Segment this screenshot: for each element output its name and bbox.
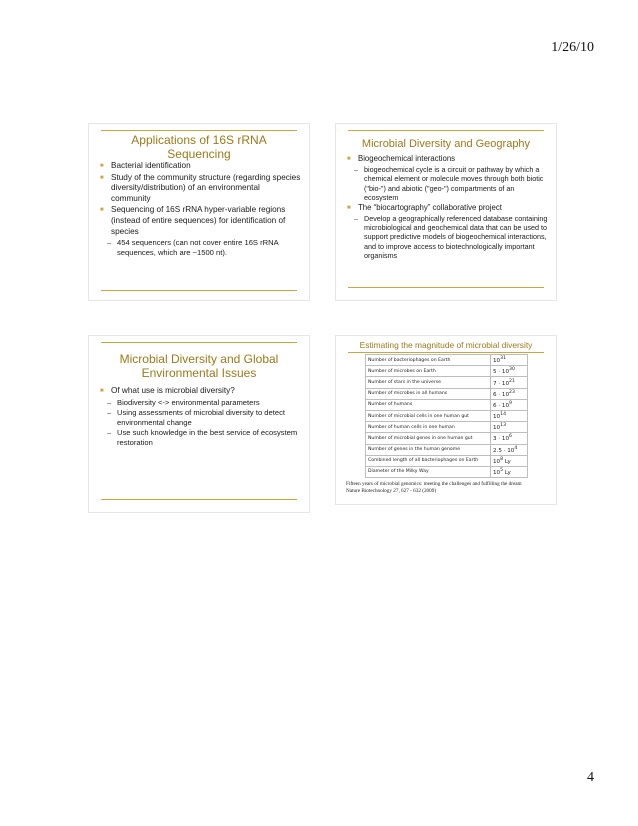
value-exponent: 5 xyxy=(500,468,504,474)
sub-bullet: – Biodiversity <-> environmental parameters xyxy=(99,398,301,408)
table-cell-value xyxy=(491,410,528,421)
table-row xyxy=(366,466,528,477)
value-exponent: 23 xyxy=(509,389,515,395)
citation-line: Nature Biotechnology 27, 627 - 632 (2009) xyxy=(346,488,437,494)
value-unit: Ly xyxy=(503,469,511,476)
value-exponent: 4 xyxy=(514,445,518,451)
slide-body xyxy=(99,161,301,258)
value-base: 10 xyxy=(493,469,501,476)
slide-title: Microbial Diversity and Global Environmental Issues xyxy=(119,352,279,381)
slide-bottom-rule xyxy=(348,287,544,288)
value-base: 6 · 10 xyxy=(493,402,510,409)
table-cell-value xyxy=(491,388,528,399)
slide-top-rule xyxy=(348,130,544,131)
bullet: ■ Sequencing of 16S rRNA hyper-variable regions (instead of entire sequences) for identification of species xyxy=(99,205,301,237)
value-unit: Ly xyxy=(503,458,511,465)
slide-body xyxy=(346,154,548,261)
header-date: 1/26/10 xyxy=(551,40,594,55)
value-exponent: 30 xyxy=(509,367,515,373)
table-cell-label: Number of bacteriophages on Earth xyxy=(366,355,491,366)
value-exponent: 13 xyxy=(500,423,507,429)
bullet: ■ Bacterial identification xyxy=(99,161,301,172)
table-cell-label: Number of microbes in all humans xyxy=(366,388,491,399)
sub-bullet: – Use such knowledge in the best service of ecosystem restoration xyxy=(99,428,301,448)
table-row xyxy=(366,433,528,444)
table-row xyxy=(366,388,528,399)
value-base: 10 xyxy=(493,413,501,420)
citation-line: Fifteen years of microbial genomics: meeting the challenges and fulfilling the dream xyxy=(346,481,522,487)
table-cell-value xyxy=(491,377,528,388)
page-number: 4 xyxy=(587,770,594,785)
table-cell-value xyxy=(491,433,528,444)
table-cell-label: Number of microbes on Earth xyxy=(366,366,491,377)
table-row xyxy=(366,444,528,455)
slide-2 xyxy=(335,123,557,301)
value-base: 10 xyxy=(493,425,501,432)
value-exponent: 14 xyxy=(500,412,507,418)
value-base: 3 · 10 xyxy=(493,436,510,443)
slide-body xyxy=(99,386,301,448)
table-row xyxy=(366,366,528,377)
value-base: 5 · 10 xyxy=(493,369,510,376)
table-cell-label: Diameter of the Milky Way xyxy=(366,466,491,477)
value-exponent: 8 xyxy=(500,456,504,462)
table-cell-label: Number of stars in the universe xyxy=(366,377,491,388)
bullet: ■ The “biocartography” collaborative project xyxy=(346,203,548,213)
table-row xyxy=(366,422,528,433)
slide-1 xyxy=(88,123,310,301)
sub-bullet: – Develop a geographically referenced database containing microbiological and geochemical data that can be used to support predictive models of biogeochemical interactions, and to improve access to biotechnologically important organisms xyxy=(346,214,548,261)
table-row xyxy=(366,410,528,421)
table-cell-value xyxy=(491,355,528,366)
value-base: 6 · 10 xyxy=(493,391,510,398)
value-exponent: 6 xyxy=(509,434,512,440)
value-exponent: 9 xyxy=(509,400,512,406)
slide-title: Estimating the magnitude of microbial diversity xyxy=(359,340,533,350)
table-cell-label: Combined length of all bacteriophages on Earth xyxy=(366,455,491,466)
slide-title: Microbial Diversity and Geography xyxy=(361,138,531,150)
value-base: 7 · 10 xyxy=(493,380,510,387)
table-row xyxy=(366,455,528,466)
sub-bullet: – Using assessments of microbial diversity to detect environmental change xyxy=(99,408,301,428)
value-base: 10 xyxy=(493,458,501,465)
table-row xyxy=(366,399,528,410)
table-cell-label: Number of humans xyxy=(366,399,491,410)
table-row xyxy=(366,355,528,366)
slide-title: Applications of 16S rRNA Sequencing xyxy=(131,133,267,162)
slide-top-rule xyxy=(101,342,297,343)
bullet: ■ Study of the community structure (regarding species diversity/distribution) of an environmental community xyxy=(99,173,301,205)
slide-top-rule xyxy=(101,130,297,131)
bullet: ■ Of what use is microbial diversity? xyxy=(99,386,301,397)
table-cell-value xyxy=(491,466,528,477)
table-cell-label: Number of genes in the human genome xyxy=(366,444,491,455)
table-cell-value xyxy=(491,399,528,410)
bullet: ■ Biogeochemical interactions xyxy=(346,154,548,164)
value-base: 2.5 · 10 xyxy=(493,447,515,454)
table-cell-value xyxy=(491,455,528,466)
table-cell-value xyxy=(491,366,528,377)
value-base: 10 xyxy=(493,358,501,365)
value-exponent: 31 xyxy=(500,356,507,362)
value-exponent: 21 xyxy=(509,378,515,384)
table-cell-value xyxy=(491,444,528,455)
slide-bottom-rule xyxy=(101,290,297,291)
slide-bottom-rule xyxy=(101,499,297,500)
table-cell-label: Number of microbial genes in one human gut xyxy=(366,433,491,444)
slide-3 xyxy=(88,335,310,513)
sub-bullet: – biogeochemical cycle is a circuit or pathway by which a chemical element or molecule moves through both biotic ("bio-") and abiotic ("geo-") compartments of an ecosystem xyxy=(346,165,548,203)
table-cell-label: Number of microbial cells in one human gut xyxy=(366,410,491,421)
table-cell-value xyxy=(491,422,528,433)
sub-bullet: – 454 sequencers (can not cover entire 16S rRNA sequences, which are ~1500 nt). xyxy=(99,238,301,258)
table-cell-label: Number of human cells in one human xyxy=(366,422,491,433)
magnitude-table xyxy=(365,354,528,478)
slide-4 xyxy=(335,335,557,505)
citation xyxy=(346,481,552,495)
slide-top-rule xyxy=(348,352,544,353)
table-row xyxy=(366,377,528,388)
